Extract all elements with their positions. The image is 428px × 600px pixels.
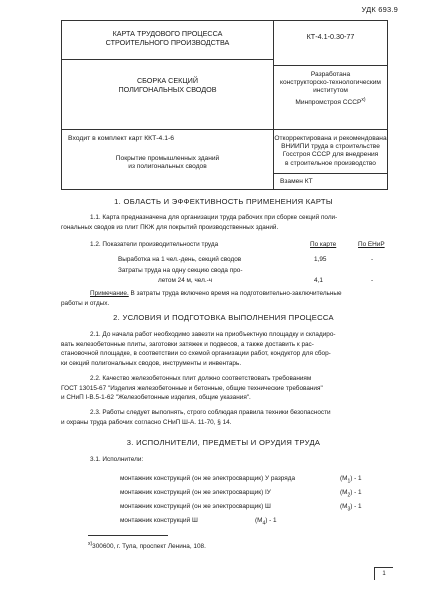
text-line: ГОСТ 13015-67 "Изделия железобетонные и бетонные, общие технические требования"	[61, 384, 323, 392]
section3-p1-label: 3.1. Исполнители:	[90, 456, 144, 463]
set-description	[62, 155, 273, 171]
header-rule	[273, 173, 387, 174]
section1-p2-label: 1.2. Показатели производительности труда	[90, 241, 219, 248]
worker-row	[120, 514, 390, 528]
footnote-rule	[88, 535, 168, 536]
text-line: и СНиП I-В.5-1-62 "Железобетонные изделия, общие указания".	[61, 394, 251, 401]
text-line: 1.1. Карта предназначена для организации труда рабочих при сборке секций поли-	[90, 214, 338, 221]
code-count: ) - 1	[350, 489, 362, 496]
text-line: 2.1. До начала работ необходимо завезти на приобъектную площадку и складиро-	[90, 331, 336, 338]
worker-row	[120, 500, 390, 514]
section2-p1	[61, 330, 390, 368]
worker-row	[120, 486, 390, 500]
corrected-by	[274, 135, 387, 168]
row2-label	[118, 266, 242, 285]
worker-text: монтажник конструкций (он же электросварщик) У разряда	[120, 475, 296, 482]
section2-p3	[61, 408, 390, 427]
header-rule	[273, 129, 387, 130]
row2-enir-value: -	[371, 277, 374, 284]
header-rule	[274, 65, 387, 66]
section1-title: 1. ОБЛАСТЬ И ЭФФЕКТИВНОСТЬ ПРИМЕНЕНИЯ КАРТЫ	[114, 197, 333, 206]
developed-line: конструкторско-технологическим	[280, 79, 381, 87]
text-line: летом 24 м, чел.-ч	[158, 276, 213, 284]
page-number: 1	[374, 567, 393, 580]
section3-title: 3. ИСПОЛНИТЕЛИ, ПРЕДМЕТЫ И ОРУДИЯ ТРУДА	[126, 438, 321, 447]
worker-text: монтажник конструкций Ш	[120, 517, 198, 524]
section2-title: 2. УСЛОВИЯ И ПОДГОТОВКА ВЫПОЛНЕНИЯ ПРОЦЕССА	[113, 313, 334, 322]
note-text: В затраты труда включено время на подготовительно-заключительные	[130, 290, 342, 297]
developed-line	[274, 96, 387, 107]
section2-p2	[61, 374, 390, 403]
developed-line: Разработана	[310, 71, 351, 78]
set-desc-line: из полигональных сводов	[128, 163, 207, 171]
udk-code: УДК 693.9	[361, 5, 398, 14]
header-rule	[62, 59, 273, 60]
text-line	[90, 289, 390, 299]
code-sub: 2	[347, 492, 351, 499]
corrected-line: Откорректирована и рекомендована	[274, 135, 387, 142]
row1-label: Выработка на 1 чел.-день, секций сводов	[118, 256, 242, 263]
corrected-line: ВНИИПИ труда в строительстве	[281, 143, 380, 151]
card-code: КТ-4.1-0.30-77	[306, 32, 355, 41]
row1-enir-value: -	[371, 256, 374, 263]
code-sub: 1	[347, 478, 351, 485]
work-title	[62, 76, 273, 94]
col-by-enir: По ЕНиР	[358, 241, 385, 248]
developed-by	[274, 71, 387, 107]
row1-card-value: 1,95	[314, 256, 327, 263]
work-title-line: СБОРКА СЕКЦИЙ	[136, 76, 198, 85]
workers-list	[120, 472, 390, 528]
code-count: ) - 1	[350, 503, 362, 510]
footnote-mark: x)	[361, 96, 366, 103]
col-by-card: По карте	[310, 241, 337, 248]
card-title-line: КАРТА ТРУДОВОГО ПРОЦЕССА	[112, 29, 223, 38]
corrected-line: в строительное производство	[285, 159, 376, 167]
set-label: Входит в комплект карт ККТ-4.1-6	[68, 135, 175, 142]
card-title-line: СТРОИТЕЛЬНОГО ПРОИЗВОДСТВА	[105, 38, 230, 47]
code-count: ) - 1	[265, 517, 277, 524]
footnote-text: 300600, г. Тула, проспект Ленина, 108.	[92, 543, 206, 551]
row2-card-value: 4,1	[314, 277, 323, 284]
footnote-mark: x)	[88, 541, 93, 547]
developed-org: Минпромстроя СССР	[295, 98, 362, 106]
replaces-label: Взамен КТ	[280, 178, 313, 185]
corrected-line: Госстроя СССР для внедрения	[282, 151, 379, 159]
worker-row	[120, 472, 390, 486]
code-count: ) - 1	[350, 475, 362, 482]
text-line: и охраны труда рабочих согласно СНиП Ш-А. 11-70, § 14.	[61, 418, 232, 426]
worker-text: монтажник конструкций (он же электросварщик) Ш	[120, 503, 271, 510]
code-sub: 3	[347, 506, 351, 513]
text-line: вать железобетонные плиты, заготовки затяжек и подвесов, а также доставить к рас-	[61, 340, 314, 348]
text-line: 2.2. Качество железобетонных плит должно соответствовать требованиям	[90, 375, 312, 382]
work-title-line: ПОЛИГОНАЛЬНЫХ СВОДОВ	[118, 85, 217, 94]
code-letter: (М	[255, 517, 263, 524]
code-letter: (М	[340, 489, 348, 496]
header-rule	[62, 129, 273, 130]
header-table	[61, 20, 388, 190]
set-desc-line: Покрытие промышленных зданий	[115, 155, 220, 162]
text-line: работы и отдых.	[61, 299, 110, 307]
text-line: ки секций полигональных сводов, инструменты и инвентарь.	[61, 359, 242, 367]
code-letter: (М	[340, 475, 348, 482]
note-label: Примечание.	[90, 290, 129, 297]
card-title	[62, 29, 273, 47]
section1-p1	[61, 213, 390, 232]
text-line: гональных сводов из плит ПКЖ для покрытий производственных зданий.	[61, 223, 279, 231]
worker-text: монтажник конструкций (он же электросварщик) IУ	[120, 489, 271, 496]
footnote	[88, 540, 206, 552]
worker-code	[255, 514, 277, 530]
text-line: 2.3. Работы следует выполнять, строго соблюдая правила техники безопасности	[90, 409, 331, 416]
developed-line: институтом	[313, 87, 348, 95]
text-line: становочной площадке, в соответствии со схемой организации работ, кондуктор для сбор-	[61, 350, 331, 357]
code-letter: (М	[340, 503, 348, 510]
code-sub: 4	[262, 520, 266, 527]
section1-note	[61, 289, 390, 308]
text-line: Затраты труда на одну секцию свода про-	[118, 267, 243, 274]
